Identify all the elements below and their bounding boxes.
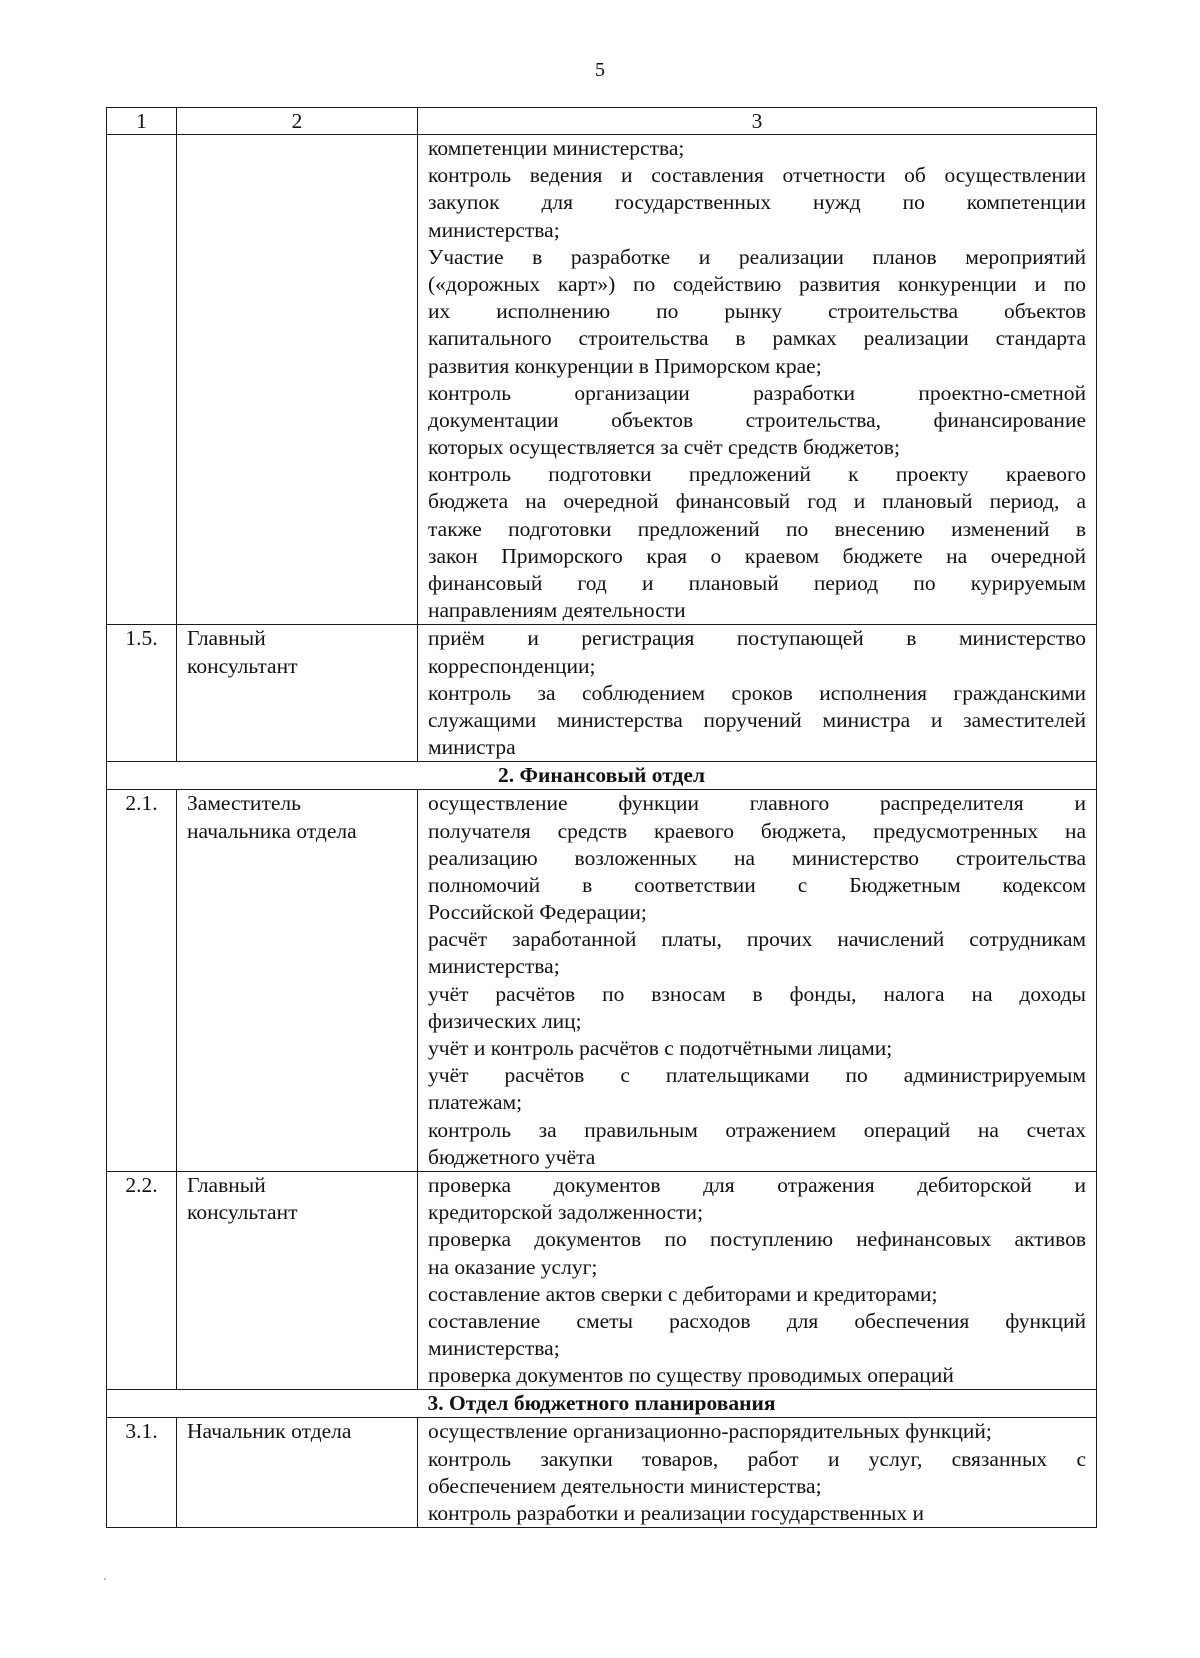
duty-text-line: приём и регистрация поступающей в министерство [428, 626, 1086, 651]
duty-text-line: финансовый год и плановый период по курируемым [428, 571, 1086, 595]
duty-text-line: Российской Федерации; [428, 900, 647, 925]
position-title [177, 790, 418, 1172]
duty-text-line: документации объектов строительства, финансирование [428, 407, 1086, 432]
duties-cell [418, 625, 1097, 762]
table-row [107, 625, 1097, 762]
duty-text-line: расчёт заработанной платы, прочих начислений сотрудникам [428, 927, 1086, 952]
duty-text-line: компетенции министерства; [428, 136, 685, 160]
duty-text-line: развития конкуренции в Приморском крае; [428, 353, 822, 378]
duty-text-line: контроль за правильным отражением операций на счетах [428, 1117, 1086, 1142]
duty-text-line: направлениям деятельности [428, 598, 686, 623]
duty-text-line: министерства; [428, 1336, 560, 1361]
duty-text-line: контроль организации разработки проектно-сметной [428, 380, 1086, 405]
duty-text-line: которых осуществляется за счёт средств бюджетов; [428, 435, 900, 460]
item-number: 3.1. [107, 1418, 177, 1528]
duty-text-line: составление сметы расходов для обеспечения функций [428, 1308, 1086, 1333]
duty-text-line: контроль закупки товаров, работ и услуг, связанных с [428, 1446, 1086, 1471]
item-number [107, 135, 177, 625]
duty-text-line: осуществление организационно-распорядительных функций; [428, 1419, 992, 1444]
duty-text-line: контроль разработки и реализации государственных и [428, 1501, 924, 1525]
section-heading: 2. Финансовый отдел [107, 762, 1097, 790]
position-title-line: Начальник отдела [187, 1419, 352, 1444]
duty-text-line: министерства; [428, 217, 560, 242]
duties-cell [418, 135, 1097, 625]
table-row [107, 1171, 1097, 1390]
position-title-line: начальника отдела [187, 818, 357, 843]
duty-text-line: контроль подготовки предложений к проекту краевого [428, 462, 1086, 487]
duty-text-line: физических лиц; [428, 1008, 582, 1033]
duty-text-line: («дорожных карт») по содействию развития конкуренции и по [428, 271, 1086, 296]
duty-text-line: бюджетного учёта [428, 1144, 596, 1169]
table-header-row [107, 108, 1097, 135]
position-title [177, 625, 418, 762]
scan-speck [104, 1578, 106, 1580]
position-title-line: консультант [187, 1200, 298, 1225]
duty-text-line: проверка документов для отражения дебиторской и [428, 1172, 1086, 1197]
duty-text-line: их исполнению по рынку строительства объектов [428, 299, 1086, 324]
duty-text-line: реализацию возложенных на министерство строительства [428, 845, 1086, 870]
item-number: 2.2. [107, 1171, 177, 1390]
duty-text-line: платежам; [428, 1090, 523, 1115]
header-col-1: 1 [107, 108, 177, 135]
duty-text-line: учёт расчётов по взносам в фонды, налога на доходы [428, 981, 1086, 1006]
duty-text-line: получателя средств краевого бюджета, предусмотренных на [428, 818, 1086, 843]
duties-cell [418, 1418, 1097, 1528]
section-heading-row [107, 762, 1097, 790]
section-heading: 3. Отдел бюджетного планирования [107, 1390, 1097, 1418]
position-title-line: Заместитель [187, 791, 301, 816]
item-number: 1.5. [107, 625, 177, 762]
table-row [107, 135, 1097, 625]
duty-text-line: полномочий в соответствии с Бюджетным кодексом [428, 872, 1086, 897]
header-col-2: 2 [177, 108, 418, 135]
duty-text-line: служащими министерства поручений министра и заместителей [428, 707, 1086, 732]
duty-text-line: контроль за соблюдением сроков исполнения гражданскими [428, 680, 1086, 705]
table-row [107, 790, 1097, 1172]
duty-text-line: учёт расчётов с плательщиками по администрируемым [428, 1063, 1086, 1088]
page-number: 5 [595, 59, 605, 81]
position-title [177, 135, 418, 625]
position-title [177, 1418, 418, 1528]
duty-text-line: обеспечением деятельности министерства; [428, 1473, 822, 1498]
position-title-line: консультант [187, 653, 298, 678]
position-title-line: Главный [187, 626, 266, 651]
duty-text-line: кредиторской задолженности; [428, 1200, 704, 1225]
duty-text-line: контроль ведения и составления отчетности об осуществлении [428, 163, 1086, 188]
duty-text-line: учёт и контроль расчётов с подотчётными лицами; [428, 1036, 893, 1060]
duties-cell [418, 1171, 1097, 1390]
section-heading-row [107, 1390, 1097, 1418]
duty-text-line: составление актов сверки с дебиторами и кредиторами; [428, 1281, 938, 1306]
duty-text-line: закупок для государственных нужд по компетенции [428, 190, 1086, 215]
header-col-3: 3 [418, 108, 1097, 135]
duty-text-line: также подготовки предложений по внесению изменений в [428, 516, 1086, 541]
duty-text-line: проверка документов по поступлению нефинансовых активов [428, 1227, 1086, 1252]
duty-text-line: на оказание услуг; [428, 1254, 598, 1279]
duty-text-line: капитального строительства в рамках реализации стандарта [428, 326, 1086, 351]
position-title-line: Главный [187, 1172, 266, 1197]
duty-text-line: министра [428, 735, 516, 760]
duty-text-line: закон Приморского края о краевом бюджете на очередной [428, 543, 1086, 568]
duty-text-line: Участие в разработке и реализации планов мероприятий [428, 244, 1086, 269]
duties-cell [418, 790, 1097, 1172]
responsibilities-table [106, 107, 1097, 1528]
item-number: 2.1. [107, 790, 177, 1172]
duty-text-line: осуществление функции главного распределителя и [428, 791, 1086, 816]
table-row [107, 1418, 1097, 1528]
duty-text-line: бюджета на очередной финансовый год и плановый период, а [428, 489, 1086, 514]
position-title [177, 1171, 418, 1390]
duty-text-line: проверка документов по существу проводимых операций [428, 1363, 954, 1388]
duty-text-line: министерства; [428, 954, 560, 979]
duty-text-line: корреспонденции; [428, 653, 596, 678]
